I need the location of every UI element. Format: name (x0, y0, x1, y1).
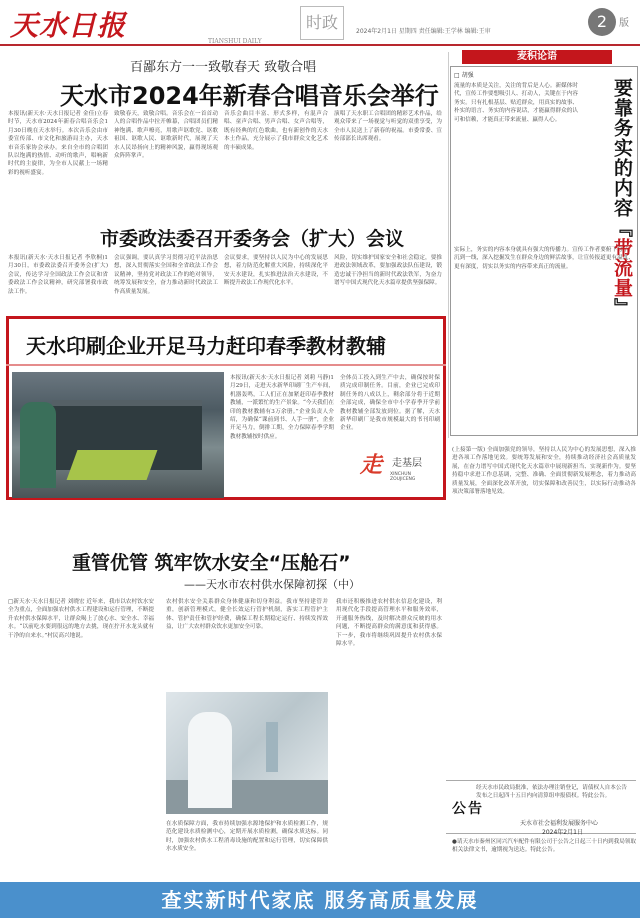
article2-col3: 会议要求，要坚持以人民为中心的发展思想，着力防范化解重大风险，持续深化平安天水建设，扎实推进法治天水建设，不断提升政法工作现代化水平。 (224, 255, 328, 287)
article2-col4: 风险，切实维护国家安全和社会稳定，要推进政法领域改革，要加强政法队伍建设，锻造忠诚干净担当的新时代政法铁军，为奋力谱写中国式现代化天水篇章提供坚强保障。 (334, 255, 442, 287)
section-name: 时政 (300, 6, 344, 40)
article1-col2: 致敬春天，致敬合唱。音乐会在一首首动人的合唱作品中拉开帷幕，合唱团员们精神饱满、歌声嘹亮，用歌声讴歌党、讴歌祖国、讴歌人民、讴歌新时代，展现了天水人民昂扬向上的精神风貌，赢得现场观众阵阵掌声。 (114, 111, 218, 160)
newspaper-logo: 天水日报 (10, 9, 127, 42)
article4-title[interactable]: 重管优管 筑牢饮水安全“压舱石” (72, 552, 351, 574)
notice-organization: 天水市社会福利发展服务中心 (520, 820, 599, 827)
notice-date: 2024年2月1日 (542, 829, 583, 836)
article3-col2: 全体员工投入到生产中去，确保按时保质完成印制任务。目前，企业已完成印制任务的八成以上，剩余部分将于近期全部完成，确保全市中小学春季开学前教材教辅全部发放到位。据了解，天水新华印刷厂是我市规模最大的书刊印刷企业。 (340, 375, 440, 432)
article1-col3: 音乐会曲目丰富、形式多样，有混声合唱、童声合唱、男声合唱、女声合唱等，既有经典的红色歌曲，也有新创作的天水本土作品，充分展示了我市群众文化艺术的丰硕成果。 (224, 111, 328, 151)
issue-info: 2024年2月1日 星期四 责任编辑:王学林 编辑:王审 (356, 28, 491, 35)
article2-title[interactable]: 市委政法委召开委务会（扩大）会议 (100, 228, 405, 250)
article2-col2: 会议强调，要认真学习贯彻习近平法治思想，深入贯彻落实全国和全省政法工作会议精神，坚持党对政法工作的绝对领导，统筹发展和安全，奋力推动新时代政法工作高质量发展。 (114, 255, 218, 295)
article1-col1: 本报讯(新天水·天水日报记者 金佳)立春时节，天水市2024年新春合唱音乐会1月30日晚在天水举行。本次音乐会由市委宣传部、市文化和旅游局主办，天水市音乐家协会承办。来自全市的合唱团队以饱满的热情、动听的歌声，唱响新时代的主旋律，为全市人民献上一场精彩的视听盛宴。 (8, 111, 108, 176)
article4-col2: 农村供水安全关系群众身体健康和切身利益。我市坚持建管并重，创新管理模式，健全长效运行管护机制，落实工程管护主体、管护责任和管护经费，确保工程长期稳定运行、持续发挥效益，让广大农村群众饮水更加安全可靠。 (166, 599, 328, 631)
article2-col1: 本报讯(新天水·天水日报记者 李欣桐)1月30日，市委政法委召开委务会(扩大)会议，传达学习全国政法工作会议和省委政法工作会议精神，研究部署我市政法工作。 (8, 255, 108, 295)
editorial-author: □ 胡强 (454, 72, 474, 79)
article3-col1: 本报讯(新天水·天水日报记者 刘莉 马静)1月29日，走进天水新华印刷厂生产车间，机器轰鸣，工人们正在加紧赶印春季教材教辅，一派繁忙的生产景象。“今天我们在印的教材教辅有3万余册。”企业负责人介绍，为确保“课前到书、人手一册”，企业开足马力，倒排工期，全力保障春季学期教材教辅按时供应。 (230, 375, 334, 440)
column-divider (448, 52, 449, 438)
notice-text: 经天水市民政局批准，依法办理注销登记，请债权人自本公告发布之日起四十五日内向清算组申报债权。特此公告。 (476, 785, 628, 799)
editorial-section-title: 麦积论语 (517, 51, 557, 62)
article4-subtitle: ——天水市农村供水保障初探（中） (184, 578, 360, 591)
editorial-text-2: 实际上，务实的内容本身就具有强大的传播力。宣传工作者要俯下身子、沉到一线，深入挖掘发生在群众身边的鲜活故事，让宣传报道更有温度、更有深度，切实以务实的内容带来真正的流量。 (454, 247, 634, 270)
article1-col4: 演唱了天水职工合唱团的精彩艺术作品，给观众带来了一场视觉与听觉的双重享受，为全市人民送上了新春的祝福。市委常委、宣传部部长出席观看。 (334, 111, 442, 143)
article1-kicker: 百鄙东方一一致敬春天 致敬合唱 (130, 60, 317, 75)
bottom-slogan-banner: 查实新时代家底 服务高质量发展 (0, 882, 640, 918)
article-continued-text: (上接第一版) 全面加强党的领导，坚持以人民为中心的发展思想，深入推进各项工作落地见效。要统筹发展和安全，持续推动经济社会高质量发展，在奋力谱写中国式现代化天水篇章中展现新担当、实现新作为。要坚持稳中求进工作总基调，完整、准确、全面贯彻新发展理念，着力推动高质量发展，全面深化改革开放，切实保障和改善民生，以实际行动推动各项决策部署落地见效。 (452, 447, 636, 496)
masthead (0, 0, 640, 46)
printing-factory-photo (12, 372, 224, 498)
article3-title[interactable]: 天水印刷企业开足马力赶印春季教材教辅 (26, 334, 386, 358)
water-lab-photo (166, 692, 328, 814)
legal-notice-text: ●请天水市秦州区同兴汽车配件有限公司于公告之日起三十日内到我局领取相关法律文书，逾期视为送达。特此公告。 (452, 839, 636, 854)
editorial-text: 流量的本质是关注，关注的背后是人心。新媒体时代，宣传工作要想吸引人、打动人，关键在于内容务实。只有扎根基层、贴近群众，用真实的故事、朴实的语言、务实的内容说话，才能赢得群众的认可和信赖，才能真正带来流量、赢得人心。 (454, 83, 578, 123)
zoujiceng-stamp-logo: 走 走基层 XINCHUN ZOUJICENG (360, 452, 422, 482)
logo-subtitle: TIANSHUI DAILY (208, 38, 262, 45)
article1-title[interactable]: 天水市2024年新春合唱音乐会举行 (60, 82, 439, 110)
page-label: 版 (619, 18, 629, 29)
article4-col1: □新天水·天水日报记者 刘晓宏 近年来，我市以农村饮水安全为重点，全面加强农村供水工程建设和运行管理，不断提升农村供水保障水平，让群众喝上了放心水、安全水、幸福水。“以前吃水要到很远的地方去挑，现在拧开水龙头就有干净的自来水。”村民高兴地说。 (8, 599, 154, 639)
article4-col3: 在水质保障方面，我市持续加强水源地保护和水质检测工作，规范化建设水质检测中心，定期开展水质检测，确保水质达标。同时，加强农村供水工程消毒设施的配置和运行管理，切实保障供水水质安全。 (166, 821, 328, 853)
article4-col4: 我市还积极推进农村供水信息化建设，利用现代化手段提高管理水平和服务效率，开通服务热线，及时解决群众反映的用水问题，不断提高群众的满意度和获得感。下一步，我市将继续巩固提升农村供水保障水平。 (336, 599, 442, 648)
editorial-vertical-title[interactable]: 要靠务实的内容『带流量』 (611, 78, 633, 318)
notice-label: 公告 (452, 801, 484, 817)
page-number: 2 (588, 8, 616, 36)
